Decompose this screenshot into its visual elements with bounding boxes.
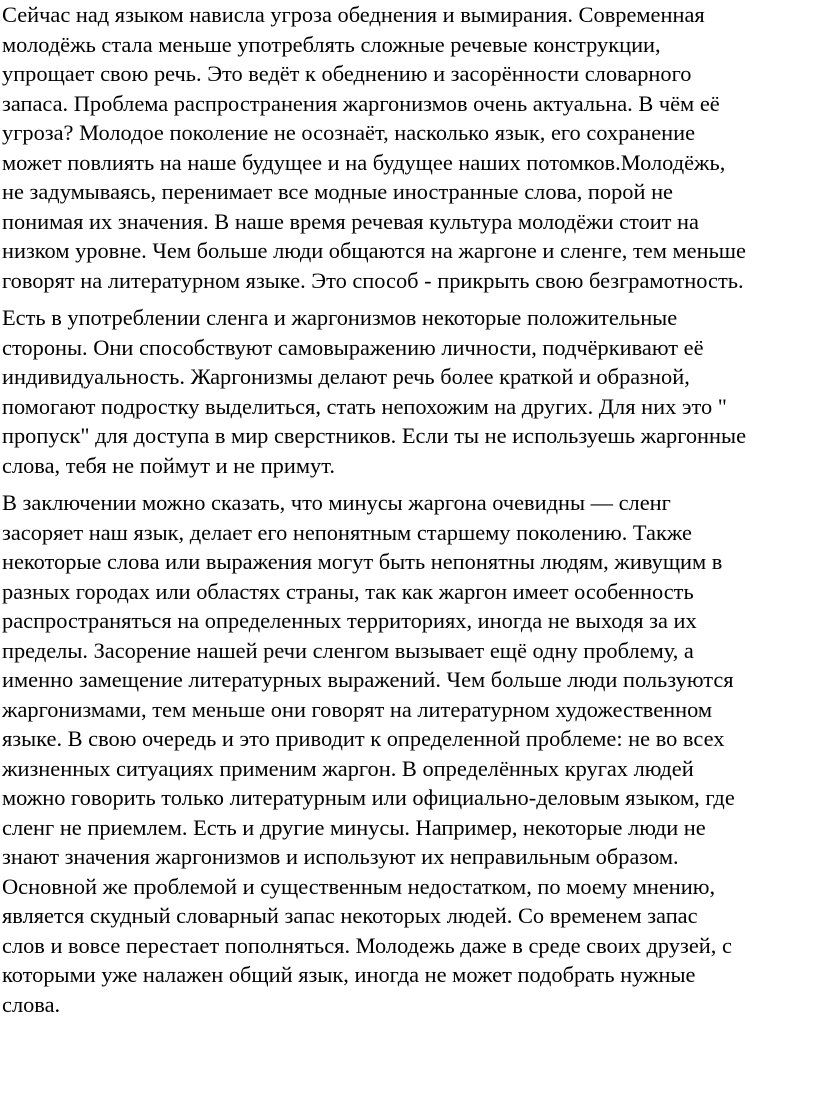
text-line: стороны. Они способствуют самовыражению личности, подчёркивают её	[2, 334, 704, 360]
text-line: слова, тебя не поймут и не примут.	[2, 452, 335, 478]
text-line: низком уровне. Чем больше люди общаются на жаргоне и сленге, тем меньше	[2, 238, 746, 263]
text-line: пропуск" для доступа в мир сверстников. Если ты не используешь жаргонные	[2, 423, 747, 448]
text-line: засоряет наш язык, делает его непонятным старшему поколению. Также	[2, 519, 692, 545]
text-line: запаса. Проблема распространения жаргонизмов очень актуальна. В чём её	[2, 90, 720, 116]
text-line: распространяться на определенных территориях, иногда не выходя за их	[2, 608, 697, 633]
text-line: Сейчас над языком нависла угроза обеднения и вымирания. Современная	[2, 2, 705, 27]
text-line: слов и вовсе перестает пополняться. Молодежь даже в среде своих друзей, с	[2, 932, 732, 958]
text-line: жизненных ситуациях применим жаргон. В определённых кругах людей	[2, 755, 694, 781]
text-line: некоторые слова или выражения могут быть непонятны людям, живущим в	[2, 549, 723, 574]
text-line: можно говорить только литературным или официально-деловым языком, где	[2, 785, 735, 810]
text-line: не задумываясь, перенимает все модные иностранные слова, порой не	[2, 179, 673, 204]
text-line: понимая их значения. В наше время речевая культура молодёжи стоит на	[2, 208, 699, 234]
text-line: может повлиять на наше будущее и на будущее наших потомков.Молодёжь,	[2, 149, 726, 175]
paragraph-3	[2, 488, 816, 1019]
text-line: жаргонизмами, тем меньше они говорят на литературном художественном	[2, 696, 713, 722]
text-line: которыми уже налажен общий язык, иногда не может подобрать нужные	[2, 962, 696, 987]
text-line: знают значения жаргонизмов и используют их неправильным образом.	[2, 844, 679, 869]
paragraph-2	[2, 303, 816, 480]
text-line: Есть в употреблении сленга и жаргонизмов некоторые положительные	[2, 305, 678, 330]
text-line: В заключении можно сказать, что минусы жаргона очевидны — сленг	[2, 490, 671, 515]
text-line: является скудный словарный запас некоторых людей. Со временем запас	[2, 903, 698, 928]
text-line: языке. В свою очередь и это приводит к определенной проблеме: не во всех	[2, 726, 725, 751]
text-line: Основной же проблемой и существенным недостатком, по моему мнению,	[2, 873, 716, 899]
text-line: индивидуальность. Жаргонизмы делают речь более краткой и образной,	[2, 364, 690, 389]
text-line: говорят на литературном языке. Это способ - прикрыть свою безграмотность.	[2, 267, 744, 293]
text-line: разных городах или областях страны, так как жаргон имеет особенность	[2, 578, 694, 604]
paragraph-1	[2, 0, 816, 295]
text-line: пределы. Засорение нашей речи сленгом вызывает ещё одну проблему, а	[2, 637, 694, 663]
text-line: угроза? Молодое поколение не осознаёт, насколько язык, его сохранение	[2, 120, 696, 145]
text-line: упрощает свою речь. Это ведёт к обеднению и засорённости словарного	[2, 61, 692, 86]
text-line: помогают подростку выделиться, стать непохожим на других. Для них это "	[2, 393, 727, 419]
text-line: именно замещение литературных выражений. Чем больше люди пользуются	[2, 667, 734, 692]
text-line: сленг не приемлем. Есть и другие минусы. Например, некоторые люди не	[2, 814, 706, 840]
text-line: слова.	[2, 991, 61, 1017]
text-line: молодёжь стала меньше употреблять сложные речевые конструкции,	[2, 31, 661, 57]
